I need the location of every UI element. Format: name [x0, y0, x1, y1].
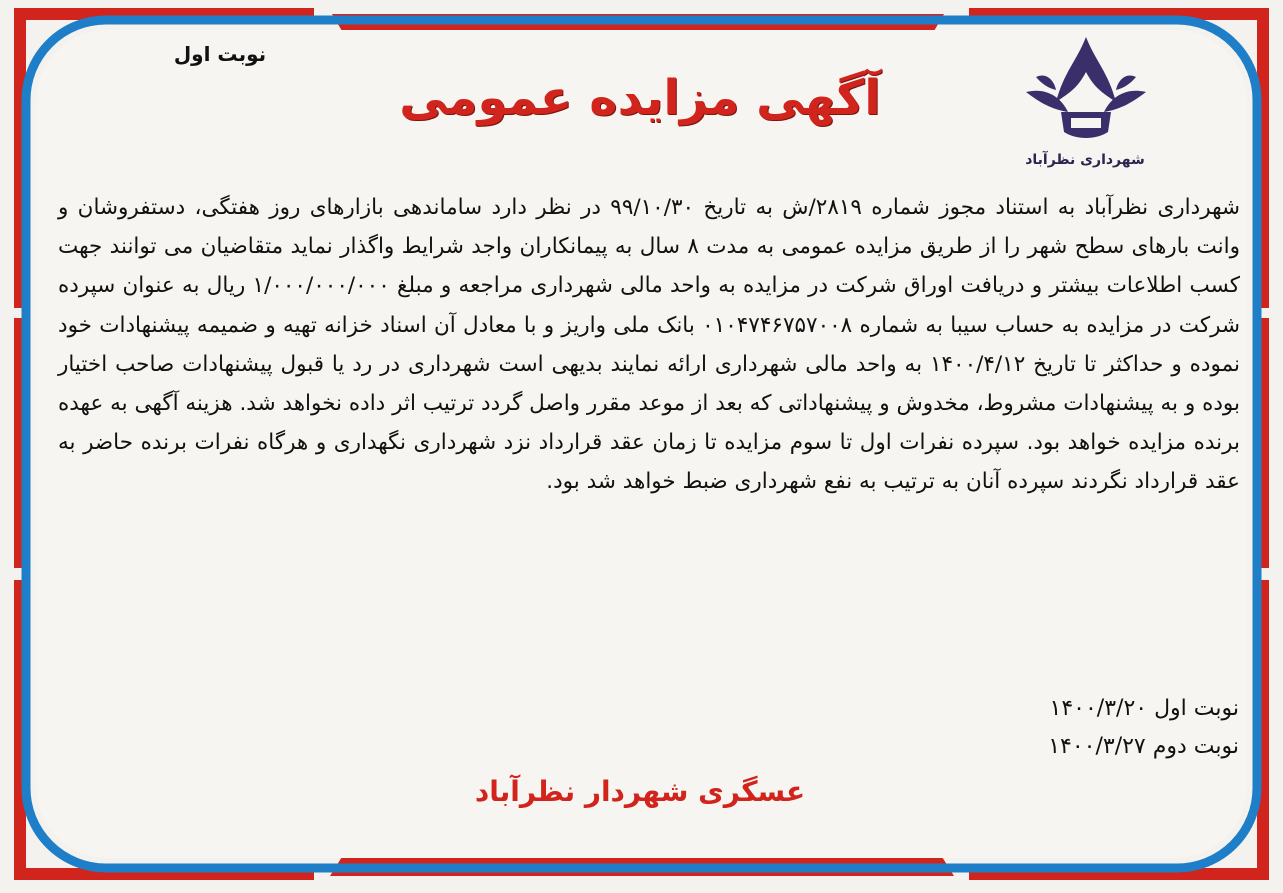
first-round-date: نوبت اول ۱۴۰۰/۳/۲۰: [1049, 696, 1239, 721]
ad-body: [58, 188, 1240, 502]
second-round-date: نوبت دوم ۱۴۰۰/۳/۲۷: [1048, 734, 1239, 759]
logo-caption: شهرداری نظرآباد: [1025, 152, 1145, 168]
signature: عسگری شهردار نظرآباد: [474, 775, 806, 808]
body-paragraph: شهرداری نظرآباد به استناد مجوز شماره ۲۸۱۹/ش به تاریخ ۹۹/۱۰/۳۰ در نظر دارد ساماندهی بازارهای روز هفتگی، دستفروشان و وانت بارهای سطح شهر را از طریق مزایده عمومی به مدت ۸ سال به پیمانکاران واجد شرایط واگذار نماید متقاضیان می توانند جهت کسب اطلاعات بیشتر و دریافت اوراق شرکت در مزایده به واحد مالی شهرداری مراجعه و مبلغ ۱/۰۰۰/۰۰۰/۰۰۰ ریال به عنوان سپرده شرکت در مزایده به حساب سیبا به شماره ۰۱۰۴۷۴۶۷۵۷۰۰۸ بانک ملی واریز و با معادل آن اسناد خزانه تهیه و ضمیمه پیشنهادات خود نموده و حداکثر تا تاریخ ۱۴۰۰/۴/۱۲ به واحد مالی شهرداری ارائه نمایند بدیهی است شهرداری در رد یا قبول پیشنهادات صاحب اختیار بوده و به پیشنهادات مشروط، مخدوش و پیشنهاداتی که بعد از موعد مقرر واصل گردد ترتیب اثر داده نخواهد شد. هزینه آگهی به عهده برنده مزایده خواهد بود. سپرده نفرات اول تا سوم مزایده تا زمان عقد قرارداد نزد شهرداری نگهداری و هرگاه نفرات برنده حاضر به عقد قرارداد نگردند سپرده آنان به ترتیب به نفع شهرداری ضبط خواهد شد بود.: [58, 195, 1240, 495]
publication-dates: [1048, 690, 1239, 766]
ad-title: آگهی مزایده عمومی: [399, 70, 881, 126]
round-label: نوبت اول: [173, 42, 267, 66]
